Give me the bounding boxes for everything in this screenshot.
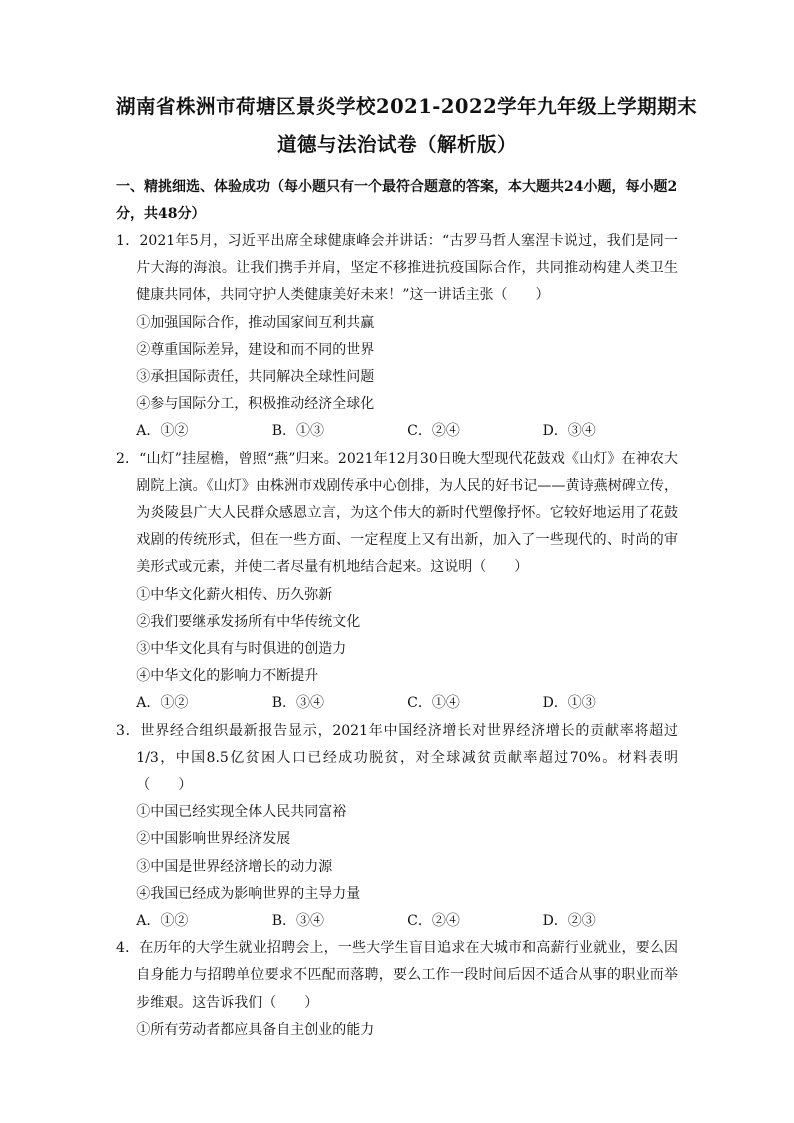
question-3 — [116, 718, 678, 936]
answer-choices — [116, 418, 678, 445]
statement-option: ④我国已经成为影响世界的主导力量 — [136, 885, 361, 902]
answer-choice: B．①③ — [271, 423, 325, 440]
section-heading: 一、精挑细选、体验成功（每小题只有一个最符合题意的答案，本大题共24小题，每小题2分，共48分） — [116, 179, 678, 222]
question-4 — [116, 935, 678, 1044]
answer-choice: D．①③ — [542, 695, 596, 712]
statement-option: ①所有劳动者都应具备自主创业的能力 — [136, 1021, 375, 1038]
question-stem: 4．在历年的大学生就业招聘会上，一些大学生盲目追求在大城市和高薪行业就业，要么因自身能力与招聘单位要求不匹配而落聘，要么工作一段时间后因不适合从事的职业而举步维艰。这告诉我们（ ） — [116, 940, 678, 1011]
statement-option: ①中国已经实现全体人民共同富裕 — [136, 804, 347, 821]
statement-option: ③中国是世界经济增长的动力源 — [136, 858, 333, 875]
answer-choice: B．③④ — [271, 695, 325, 712]
answer-choice: B．③④ — [271, 913, 325, 930]
statement-option: ③中华文化具有与时俱进的创造力 — [136, 641, 347, 658]
title-line-2: 道德与法治试卷（解析版） — [276, 133, 517, 156]
answer-choices — [116, 908, 678, 935]
answer-choice: A．①② — [136, 913, 189, 930]
answer-choice: A．①② — [136, 423, 189, 440]
question-2 — [116, 446, 678, 718]
answer-choice: C．①④ — [407, 695, 460, 712]
answer-choices — [116, 690, 678, 717]
answer-choice: A．①② — [136, 695, 189, 712]
answer-choice: C．②④ — [407, 423, 460, 440]
statement-option: ③承担国际责任，共同解决全球性问题 — [136, 369, 375, 386]
answer-choice: D．②③ — [542, 913, 596, 930]
answer-choice: C．②④ — [407, 913, 460, 930]
statement-option: ①中华文化薪火相传、历久弥新 — [136, 586, 333, 603]
question-1 — [116, 228, 678, 446]
exam-title — [116, 88, 698, 164]
question-stem: 1．2021年5月，习近平出席全球健康峰会并讲话：“古罗马哲人塞涅卡说过，我们是同一片大海的海浪。让我们携手并肩，坚定不移推进抗疫国际合作，共同推动构建人类卫生健康共同体，共同守护人类健康美好未来！”这一讲话主张（ ） — [116, 233, 678, 304]
answer-choice: D．③④ — [542, 423, 596, 440]
statement-option: ①加强国际合作，推动国家间互利共赢 — [136, 314, 375, 331]
title-line-1: 湖南省株洲市荷塘区景炎学校2021-2022学年九年级上学期期末 — [116, 95, 698, 118]
statement-option: ②我们要继承发扬所有中华传统文化 — [136, 613, 361, 630]
statement-option: ②尊重国际差异，建设和而不同的世界 — [136, 341, 375, 358]
question-stem: 2．“山灯”挂屋檐，曾照“燕”归来。2021年12月30日晚大型现代花鼓戏《山灯》在神农大剧院上演。《山灯》由株洲市戏剧传承中心创排，为人民的好书记——黄诗燕树碑立传，为炎陵县广大人民群众感恩立言，为这个伟大的新时代塑像抒怀。它较好地运用了花鼓戏剧的传统形式，但在一些方面、一定程度上又有出新，加入了一些现代的、时尚的审美形式或元素，并使二者尽量有机地结合起来。这说明（ ） — [116, 450, 678, 576]
statement-option: ④中华文化的影响力不断提升 — [136, 668, 319, 685]
statement-option: ④参与国际分工，积极推动经济全球化 — [136, 396, 375, 413]
statement-option: ②中国影响世界经济发展 — [136, 831, 291, 848]
question-stem: 3．世界经合组织最新报告显示，2021年中国经济增长对世界经济增长的贡献率将超过1/3，中国8.5亿贫困人口已经成功脱贫，对全球减贫贡献率超过70%。材料表明（ ） — [116, 722, 678, 794]
question-list — [116, 228, 678, 1044]
